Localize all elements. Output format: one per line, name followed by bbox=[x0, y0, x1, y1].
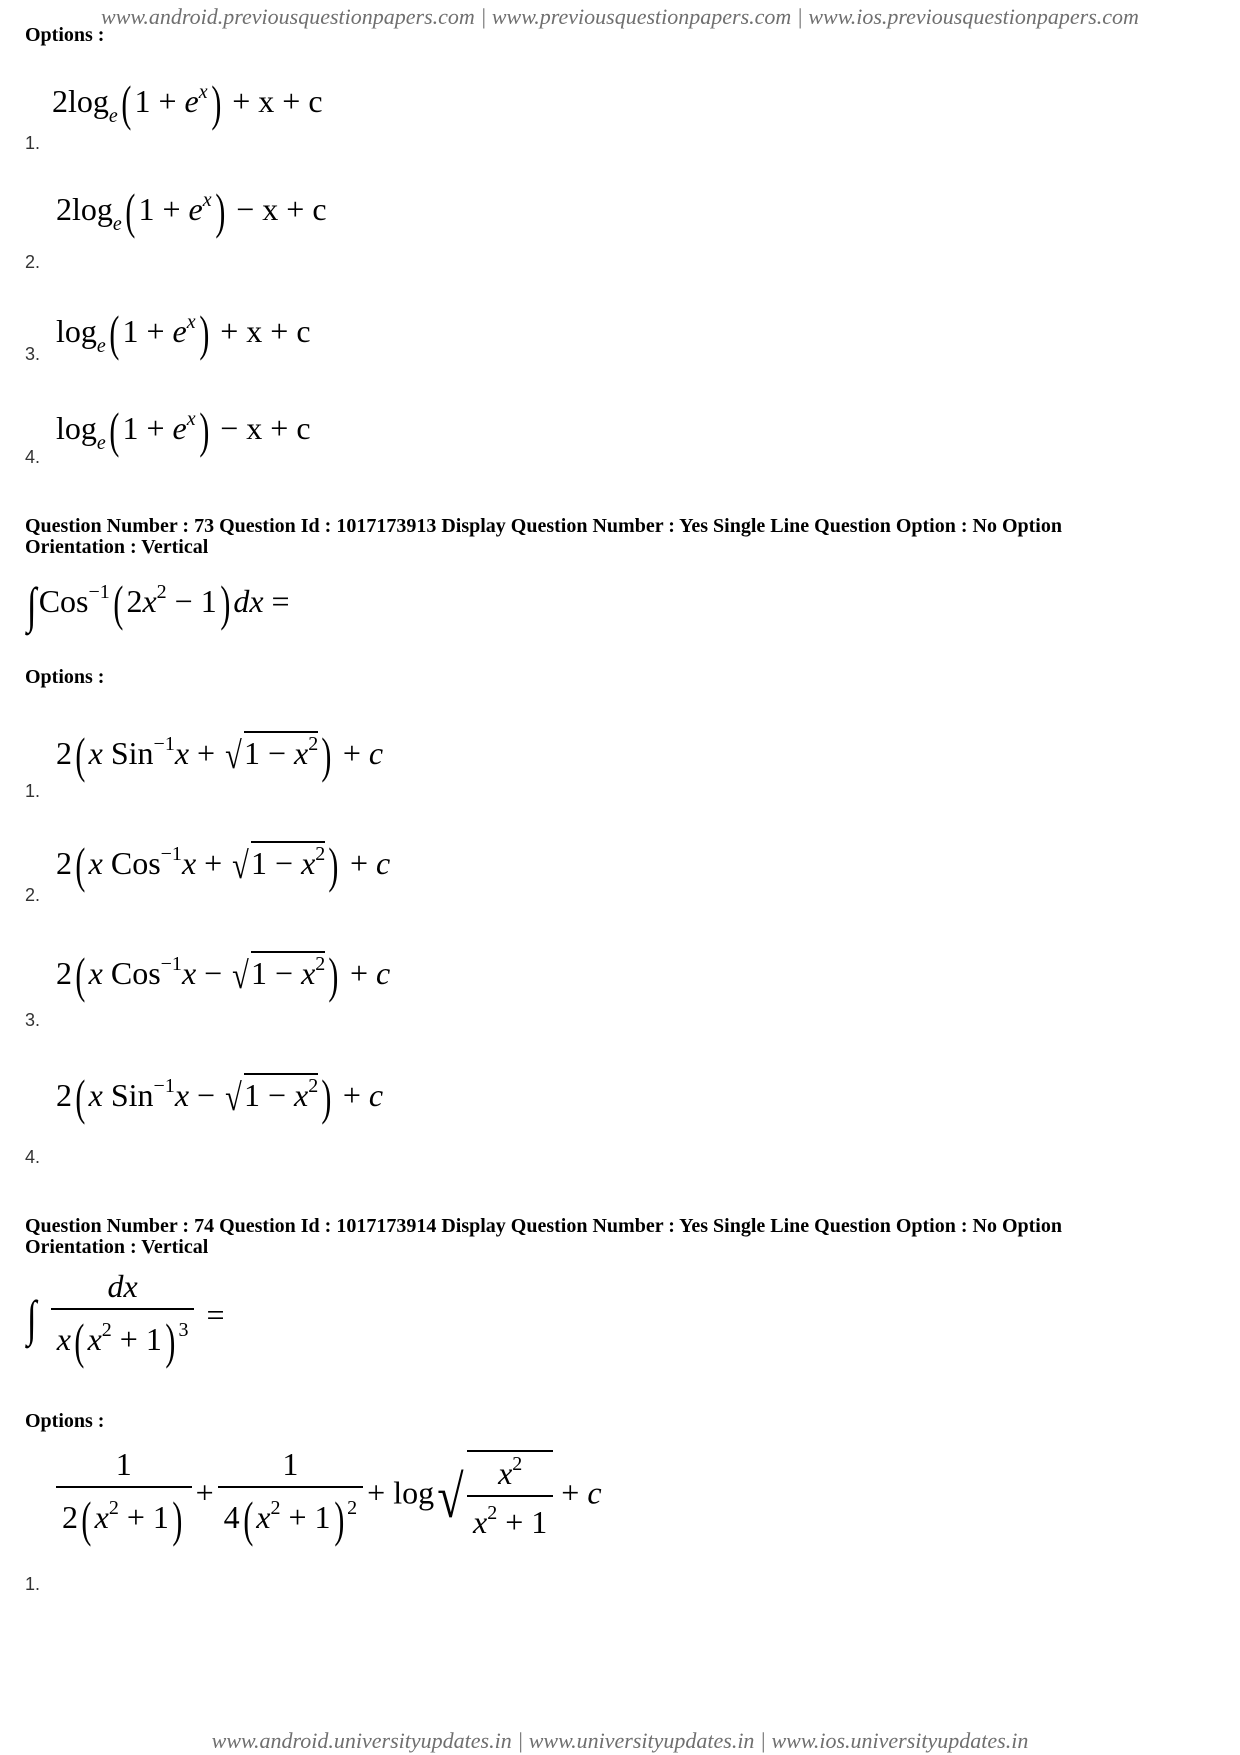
option-number: 1. bbox=[25, 133, 41, 153]
options-label-q72: Options : bbox=[25, 24, 105, 46]
option-number: 3. bbox=[25, 344, 41, 364]
q73-option-4[interactable]: 2( x $Sin^{-1}x - √1 - x^2) + c$ bbox=[56, 1069, 384, 1125]
q72-option-1[interactable]: $2\log_e$( $1 + e^x) + x + c$ bbox=[52, 75, 323, 131]
option-number: 2. bbox=[25, 252, 41, 272]
q74-meta: Question Number : 74 Question Id : 1017173914 Display Question Number : Yes Single Line Question Option : No Option Orientation : Vertical bbox=[25, 1215, 1062, 1258]
q72-option-4[interactable]: $\log_e$( $1 + e^x) - x + c$ bbox=[56, 402, 311, 458]
q72-option-2[interactable]: $2\log_e$( $1 + e^x) - x + c$ bbox=[56, 183, 327, 239]
options-label-q74: Options : bbox=[25, 1410, 105, 1432]
q73-option-2[interactable]: 2( x $Cos^{-1}x + √1 - x^2) + c$ bbox=[56, 837, 391, 893]
q73-option-1[interactable]: 2( x $Sin^{-1}x + √1 - x^2) + c$ bbox=[56, 727, 384, 783]
option-number: 3. bbox=[25, 1010, 41, 1030]
option-number: 1. bbox=[25, 1574, 41, 1594]
q73-meta: Question Number : 73 Question Id : 1017173913 Display Question Number : Yes Single Line Question Option : No Option Orientation : Vertical bbox=[25, 515, 1062, 558]
q73-question-formula: ∫Cos$^{-1}$( $2x^2 - 1$) dx = bbox=[27, 575, 290, 633]
q74-question-formula: ∫ $\frac{dx}{x( x^2 + 1) ^3}$ = bbox=[27, 1268, 225, 1369]
q73-option-3[interactable]: 2( x $Cos^{-1}x - √1 - x^2) + c$ bbox=[56, 947, 391, 1003]
header-url: www.android.previousquestionpapers.com | www.previousquestionpapers.com | www.ios.previousquestionpapers.com bbox=[101, 4, 1139, 29]
option-number: 4. bbox=[25, 1147, 41, 1167]
option-number: 4. bbox=[25, 447, 41, 467]
options-label-q73: Options : bbox=[25, 666, 105, 688]
option-number: 2. bbox=[25, 885, 41, 905]
q74-option-1[interactable]: $\frac{1}{2( x^2 + 1)}$ + $\frac{1}{4( x^2 + 1) ^2}$ + log√ $\frac{x^2}{x^2 + 1}$ + c bbox=[52, 1448, 602, 1544]
option-number: 1. bbox=[25, 781, 41, 801]
footer-url: www.android.universityupdates.in | www.universityupdates.in | www.ios.universityupdates.in bbox=[211, 1728, 1029, 1753]
q72-option-3[interactable]: $\log_e$( $1 + e^x) + x + c$ bbox=[56, 305, 311, 361]
